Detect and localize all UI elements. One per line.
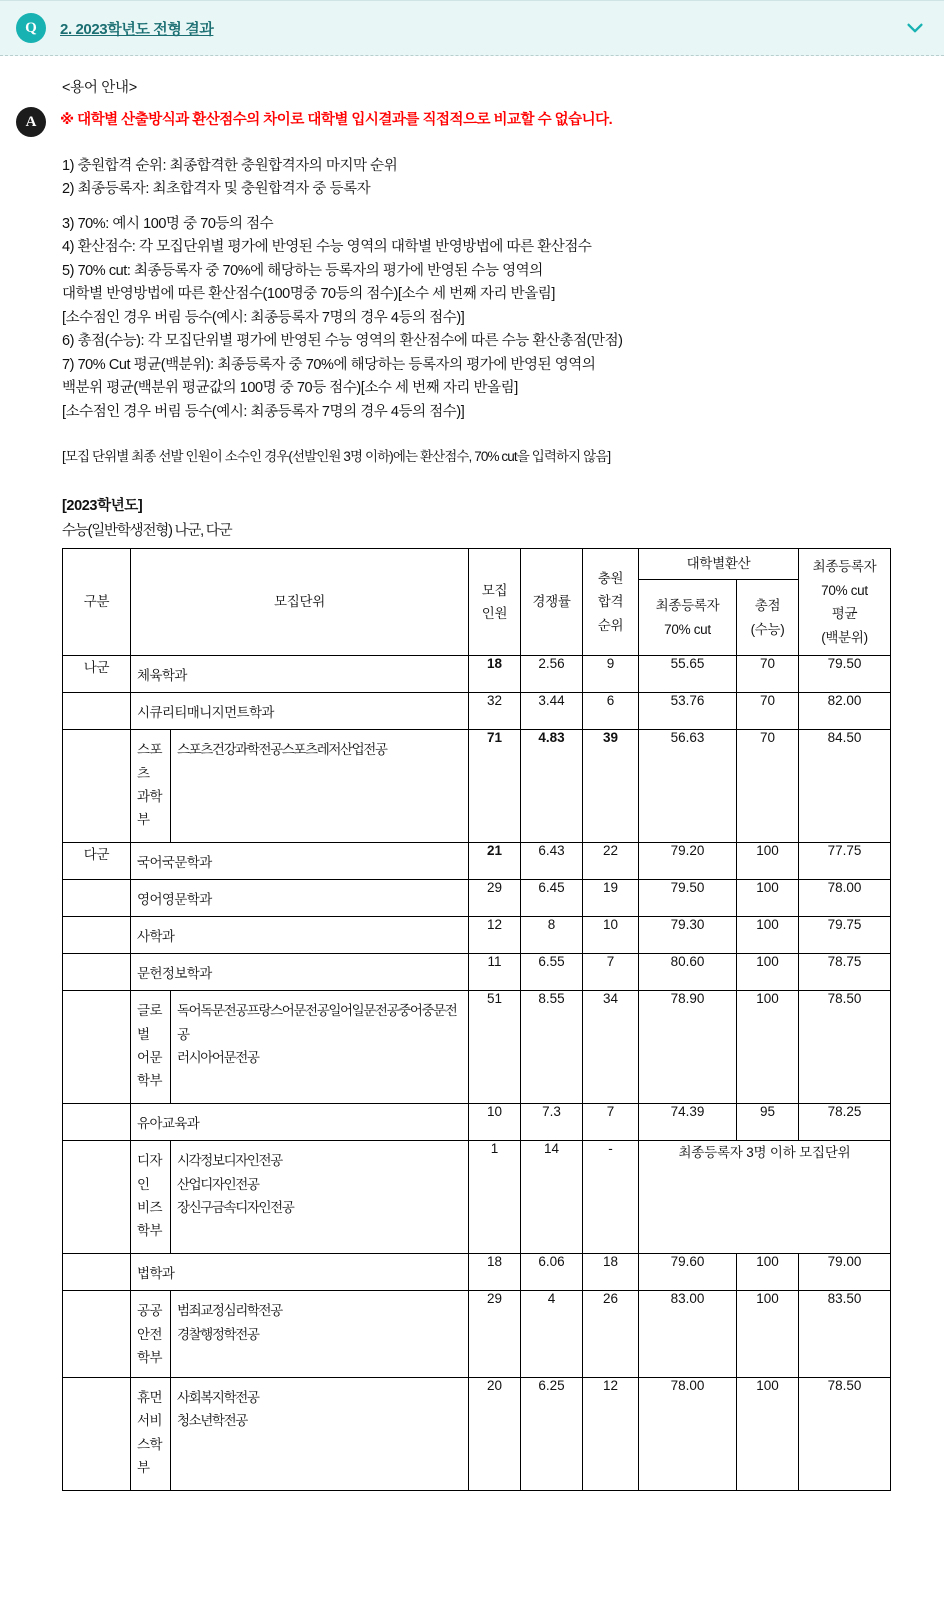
cell-quota: 10 — [469, 1104, 521, 1141]
cell-conversion-total: 100 — [737, 843, 799, 880]
cell-conversion-total: 95 — [737, 1104, 799, 1141]
col-header-rank — [583, 548, 639, 656]
table-body — [63, 656, 891, 1491]
cell-conversion-cut: 80.60 — [639, 954, 737, 991]
unit-department-label: 휴먼 서비 스학 부 — [131, 1378, 171, 1490]
cell-unit — [131, 730, 469, 843]
cell-conversion-total: 100 — [737, 1254, 799, 1291]
note-line: 7) 70% Cut 평균(백분위): 최종등록자 중 70%에 해당하는 등록자의 평가에 반영된 영역의 — [62, 356, 596, 373]
rank-line-1: 충원 — [597, 570, 624, 586]
unit-department-label: 공공 안전 학부 — [131, 1291, 171, 1377]
cell-ratio: 6.25 — [521, 1378, 583, 1491]
cell-rank: 12 — [583, 1378, 639, 1491]
answer-badge: A — [16, 107, 46, 137]
note-line: [소수점인 경우 버림 등수(예시: 최종등록자 7명의 경우 4등의 점수)] — [62, 309, 465, 326]
cell-quota: 18 — [469, 656, 521, 693]
col-header-ratio: 경쟁률 — [521, 548, 583, 656]
cell-ratio: 6.06 — [521, 1254, 583, 1291]
cell-rank: 18 — [583, 1254, 639, 1291]
cell-merged-note: 최종등록자 3명 이하 모집단위 — [639, 1141, 891, 1254]
cell-ratio: 6.45 — [521, 880, 583, 917]
cell-quota: 20 — [469, 1378, 521, 1491]
cell-ratio: 7.3 — [521, 1104, 583, 1141]
cell-unit — [131, 880, 469, 917]
cell-conversion-cut: 78.90 — [639, 991, 737, 1104]
table-row — [63, 730, 891, 843]
table-row — [63, 1378, 891, 1491]
cell-conversion-cut: 79.50 — [639, 880, 737, 917]
unit-name: 체육학과 — [137, 668, 187, 684]
terms-notes — [62, 155, 944, 468]
unit-major-list: 사회복지학전공 청소년학전공 — [177, 1390, 259, 1429]
cell-quota: 18 — [469, 1254, 521, 1291]
cell-final-average: 79.75 — [799, 917, 891, 954]
note-line: 6) 총점(수능): 각 모집단위별 평가에 반영된 수능 영역의 환산점수에 따른 수능 환산총점(만점) — [62, 333, 623, 350]
cell-rank: 39 — [583, 730, 639, 843]
cell-conversion-total: 100 — [737, 1291, 799, 1378]
avg-line-4: (백분위) — [821, 629, 868, 645]
cell-ratio: 2.56 — [521, 656, 583, 693]
unit-name: 영어영문학과 — [137, 892, 212, 908]
unit-name: 사학과 — [137, 929, 175, 945]
unit-major-list: 독어독문전공프랑스어문전공일어일문전공중어중문전공 러시아어문전공 — [177, 1003, 457, 1065]
cell-final-average: 83.50 — [799, 1291, 891, 1378]
cell-quota: 12 — [469, 917, 521, 954]
avg-line-3: 평균 — [831, 606, 858, 622]
cell-final-average: 78.50 — [799, 1378, 891, 1491]
cell-conversion-cut: 55.65 — [639, 656, 737, 693]
cell-ratio: 6.55 — [521, 954, 583, 991]
cell-conversion-cut: 79.20 — [639, 843, 737, 880]
note-line: 5) 70% cut: 최종등록자 중 70%에 해당하는 등록자의 평가에 반영된 수능 영역의 — [62, 262, 543, 279]
cell-conversion-total: 70 — [737, 693, 799, 730]
table-header-row — [63, 548, 891, 579]
cell-gubun — [63, 1291, 131, 1378]
cut-line-2: 70% cut — [664, 621, 711, 637]
note-line: 4) 환산점수: 각 모집단위별 평가에 반영된 수능 영역의 대학별 반영방법에 따른 환산점수 — [62, 239, 592, 256]
cell-conversion-total: 100 — [737, 1378, 799, 1491]
avg-line-2: 70% cut — [821, 582, 868, 598]
caption-subtitle: 수능(일반학생전형) 나군, 다군 — [62, 522, 232, 539]
cell-rank: 7 — [583, 954, 639, 991]
cell-final-average: 79.50 — [799, 656, 891, 693]
cell-gubun: 다군 — [63, 843, 131, 880]
unit-department-label: 스포 츠 과학 부 — [131, 730, 171, 842]
accordion-panel — [0, 56, 944, 1491]
col-header-final-average — [799, 548, 891, 656]
cell-unit — [131, 1104, 469, 1141]
table-row — [63, 1291, 891, 1378]
cell-conversion-total: 100 — [737, 991, 799, 1104]
col-header-gubun: 구분 — [63, 548, 131, 656]
cell-quota: 51 — [469, 991, 521, 1104]
cell-unit — [131, 1378, 469, 1491]
cell-rank: 34 — [583, 991, 639, 1104]
cell-gubun — [63, 880, 131, 917]
table-row — [63, 1104, 891, 1141]
note-line: 2) 최종등록자: 최초합격자 및 충원합격자 중 등록자 — [62, 181, 371, 198]
results-table-wrapper — [62, 548, 944, 1491]
cell-unit — [131, 656, 469, 693]
note-line: [소수점인 경우 버림 등수(예시: 최종등록자 7명의 경우 4등의 점수)] — [62, 403, 465, 420]
comparison-warning-text: ※ 대학별 산출방식과 환산점수의 차이로 대학별 입시결과를 직접적으로 비교할 수 없습니다. — [60, 112, 613, 128]
cell-gubun — [63, 693, 131, 730]
cell-conversion-total: 100 — [737, 954, 799, 991]
term-guide-heading: <용어 안내> — [62, 80, 137, 96]
accordion-header[interactable] — [0, 0, 944, 56]
table-row — [63, 954, 891, 991]
cell-final-average: 82.00 — [799, 693, 891, 730]
footnote-line: [모집 단위별 최종 선발 인원이 소수인 경우(선발인원 3명 이하)에는 환산점수, 70% cut을 입력하지 않음] — [62, 449, 611, 465]
cell-ratio: 4 — [521, 1291, 583, 1378]
cell-conversion-cut: 79.30 — [639, 917, 737, 954]
unit-name: 시큐리티매니지먼트학과 — [137, 705, 274, 721]
unit-name: 법학과 — [137, 1266, 175, 1282]
cell-unit — [131, 1254, 469, 1291]
cell-quota: 29 — [469, 880, 521, 917]
admission-results-table — [62, 548, 891, 1491]
cell-gubun: 나군 — [63, 656, 131, 693]
note-line: 대학별 반영방법에 따른 환산점수(100명중 70등의 점수)[소수 세 번째 자리 반올림] — [62, 286, 555, 303]
cell-rank: 26 — [583, 1291, 639, 1378]
table-row — [63, 1141, 891, 1254]
chevron-down-icon[interactable] — [904, 17, 926, 39]
cell-quota: 1 — [469, 1141, 521, 1254]
accordion-title[interactable]: 2. 2023학년도 전형 결과 — [60, 20, 214, 38]
cell-gubun — [63, 991, 131, 1104]
cell-gubun — [63, 917, 131, 954]
cell-final-average: 84.50 — [799, 730, 891, 843]
cell-rank: 7 — [583, 1104, 639, 1141]
cell-rank: 9 — [583, 656, 639, 693]
col-header-conversion-group: 대학별환산 — [639, 548, 799, 579]
cell-final-average: 78.25 — [799, 1104, 891, 1141]
rank-line-3: 순위 — [597, 617, 624, 633]
cell-quota: 11 — [469, 954, 521, 991]
cell-rank: - — [583, 1141, 639, 1254]
question-badge: Q — [16, 13, 46, 43]
table-row — [63, 1254, 891, 1291]
unit-name: 문헌정보학과 — [137, 966, 212, 982]
table-row — [63, 656, 891, 693]
table-row — [63, 917, 891, 954]
cell-conversion-cut: 74.39 — [639, 1104, 737, 1141]
cell-final-average: 78.00 — [799, 880, 891, 917]
cell-quota: 32 — [469, 693, 521, 730]
unit-major-list: 스포츠건강과학전공스포츠레저산업전공 — [177, 742, 387, 758]
cell-quota: 29 — [469, 1291, 521, 1378]
cell-conversion-cut: 78.00 — [639, 1378, 737, 1491]
cell-final-average: 79.00 — [799, 1254, 891, 1291]
rank-line-2: 합격 — [597, 594, 624, 610]
cell-rank: 6 — [583, 693, 639, 730]
cell-ratio: 4.83 — [521, 730, 583, 843]
cell-unit — [131, 843, 469, 880]
caption-year: [2023학년도] — [62, 497, 143, 514]
cell-ratio: 8.55 — [521, 991, 583, 1104]
cell-gubun — [63, 1104, 131, 1141]
cell-conversion-total: 70 — [737, 656, 799, 693]
note-line: 백분위 평균(백분위 평균값의 100명 중 70등 점수)[소수 세 번째 자리 반올림] — [62, 380, 518, 397]
cell-unit — [131, 1141, 469, 1254]
total-line-2: (수능) — [750, 621, 785, 637]
cell-conversion-cut: 53.76 — [639, 693, 737, 730]
cell-conversion-cut: 56.63 — [639, 730, 737, 843]
table-caption — [62, 494, 944, 540]
table-row — [63, 693, 891, 730]
unit-name: 국어국문학과 — [137, 855, 212, 871]
table-row — [63, 991, 891, 1104]
table-row — [63, 880, 891, 917]
cut-line-1: 최종등록자 — [655, 598, 720, 614]
cell-unit — [131, 693, 469, 730]
cell-gubun — [63, 1254, 131, 1291]
total-line-1: 총점 — [754, 598, 781, 614]
cell-conversion-total: 70 — [737, 730, 799, 843]
cell-gubun — [63, 730, 131, 843]
cell-unit — [131, 954, 469, 991]
cell-unit — [131, 991, 469, 1104]
cell-ratio: 8 — [521, 917, 583, 954]
cell-rank: 10 — [583, 917, 639, 954]
col-header-conversion-total — [737, 580, 799, 656]
col-header-quota — [469, 548, 521, 656]
quota-line-2: 인원 — [481, 606, 508, 622]
cell-unit — [131, 917, 469, 954]
cell-conversion-total: 100 — [737, 880, 799, 917]
unit-major-list: 시각정보디자인전공 산업디자인전공 장신구금속디자인전공 — [177, 1153, 294, 1215]
cell-quota: 21 — [469, 843, 521, 880]
avg-line-1: 최종등록자 — [812, 558, 877, 574]
table-head — [63, 548, 891, 656]
cell-conversion-cut: 79.60 — [639, 1254, 737, 1291]
table-row — [63, 843, 891, 880]
cell-final-average: 77.75 — [799, 843, 891, 880]
cell-gubun — [63, 954, 131, 991]
cell-final-average: 78.75 — [799, 954, 891, 991]
cell-ratio: 14 — [521, 1141, 583, 1254]
note-line: 1) 충원합격 순위: 최종합격한 충원합격자의 마지막 순위 — [62, 158, 398, 174]
unit-department-label: 디자 인 비즈 학부 — [131, 1141, 171, 1253]
unit-major-list: 범죄교정심리학전공 경찰행정학전공 — [177, 1303, 282, 1342]
cell-rank: 22 — [583, 843, 639, 880]
note-line: 3) 70%: 예시 100명 중 70등의 점수 — [62, 215, 274, 232]
cell-unit — [131, 1291, 469, 1378]
cell-gubun — [63, 1141, 131, 1254]
cell-gubun — [63, 1378, 131, 1491]
unit-name: 유아교육과 — [137, 1116, 200, 1132]
col-header-unit: 모집단위 — [131, 548, 469, 656]
cell-conversion-cut: 83.00 — [639, 1291, 737, 1378]
cell-final-average: 78.50 — [799, 991, 891, 1104]
col-header-conversion-cut — [639, 580, 737, 656]
cell-rank: 19 — [583, 880, 639, 917]
quota-line-1: 모집 — [481, 582, 508, 598]
cell-quota: 71 — [469, 730, 521, 843]
cell-conversion-total: 100 — [737, 917, 799, 954]
cell-ratio: 6.43 — [521, 843, 583, 880]
unit-department-label: 글로 벌 어문 학부 — [131, 991, 171, 1103]
answer-block — [0, 107, 944, 137]
cell-ratio: 3.44 — [521, 693, 583, 730]
